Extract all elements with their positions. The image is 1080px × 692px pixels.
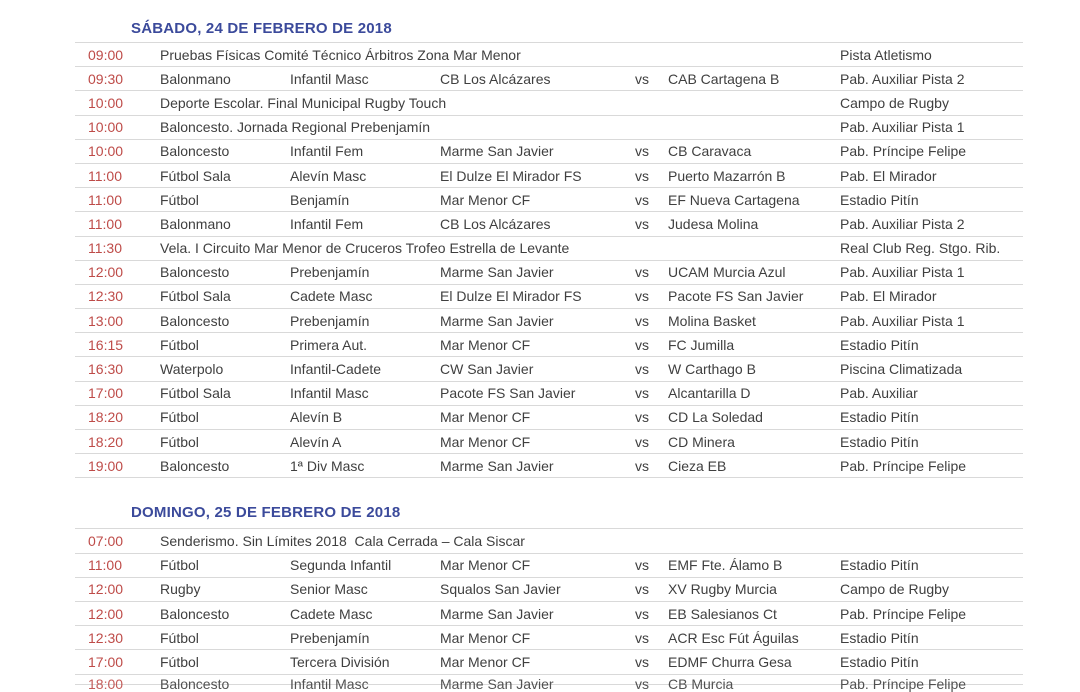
away-team: ACR Esc Fút Águilas xyxy=(668,629,799,646)
vs-label: vs xyxy=(635,385,649,402)
event-time: 12:30 xyxy=(88,288,124,305)
category-name: Primera Aut. xyxy=(290,336,368,353)
category-name: Prebenjamín xyxy=(290,629,370,646)
category-name: Alevín Masc xyxy=(290,167,367,184)
sport-name: Fútbol xyxy=(160,653,199,670)
vs-label: vs xyxy=(635,653,649,670)
match-row xyxy=(75,308,1023,332)
event-venue: Estadio Pitín xyxy=(840,653,919,670)
sport-name: Fútbol Sala xyxy=(160,167,231,184)
schedule-section xyxy=(75,14,1023,478)
section-date-header: SÁBADO, 24 DE FEBRERO DE 2018 xyxy=(131,19,392,37)
event-time: 18:20 xyxy=(88,433,124,450)
home-team: Squalos San Javier xyxy=(440,581,561,598)
home-team: El Dulze El Mirador FS xyxy=(440,167,582,184)
away-team: UCAM Murcia Azul xyxy=(668,264,786,281)
schedule-document xyxy=(75,14,1023,692)
event-time: 17:00 xyxy=(88,653,124,670)
vs-label: vs xyxy=(635,457,649,474)
event-row xyxy=(75,90,1023,114)
match-row xyxy=(75,381,1023,405)
event-time: 12:00 xyxy=(88,581,124,598)
vs-label: vs xyxy=(635,361,649,378)
category-name: Benjamín xyxy=(290,191,350,208)
event-description: Pruebas Físicas Comité Técnico Árbitros Zona Mar Menor xyxy=(160,46,521,63)
sport-name: Baloncesto xyxy=(160,675,230,692)
vs-label: vs xyxy=(635,433,649,450)
event-venue: Pab. Príncipe Felipe xyxy=(840,675,967,692)
event-venue: Pab. Príncipe Felipe xyxy=(840,457,967,474)
event-row xyxy=(75,42,1023,66)
event-row xyxy=(75,528,1023,552)
match-row xyxy=(75,649,1023,673)
event-time: 12:00 xyxy=(88,605,124,622)
sport-name: Fútbol xyxy=(160,191,199,208)
event-time: 16:30 xyxy=(88,361,124,378)
category-name: Infantil Fem xyxy=(290,215,364,232)
home-team: Mar Menor CF xyxy=(440,433,531,450)
home-team: Mar Menor CF xyxy=(440,336,531,353)
section-rows xyxy=(75,528,1023,692)
event-time: 10:00 xyxy=(88,94,124,111)
event-venue: Pab. Auxiliar Pista 2 xyxy=(840,215,965,232)
away-team: EF Nueva Cartagena xyxy=(668,191,800,208)
category-name: Alevín B xyxy=(290,409,343,426)
event-venue: Estadio Pitín xyxy=(840,629,919,646)
event-time: 17:00 xyxy=(88,385,124,402)
category-name: Tercera División xyxy=(290,653,390,670)
event-venue: Estadio Pitín xyxy=(840,336,919,353)
sport-name: Fútbol Sala xyxy=(160,288,231,305)
sport-name: Rugby xyxy=(160,581,201,598)
event-venue: Pab. Auxiliar Pista 1 xyxy=(840,119,965,136)
away-team: CAB Cartagena B xyxy=(668,70,780,87)
home-team: Marme San Javier xyxy=(440,675,554,692)
event-venue: Pab. El Mirador xyxy=(840,288,937,305)
category-name: Prebenjamín xyxy=(290,312,370,329)
section-rows xyxy=(75,42,1023,478)
home-team: Mar Menor CF xyxy=(440,629,531,646)
vs-label: vs xyxy=(635,629,649,646)
sport-name: Baloncesto xyxy=(160,605,230,622)
vs-label: vs xyxy=(635,215,649,232)
away-team: EMF Fte. Álamo B xyxy=(668,557,783,574)
event-time: 16:15 xyxy=(88,336,124,353)
sport-name: Fútbol xyxy=(160,409,199,426)
home-team: Marme San Javier xyxy=(440,605,554,622)
home-team: Mar Menor CF xyxy=(440,557,531,574)
away-team: Puerto Mazarrón B xyxy=(668,167,786,184)
sport-name: Baloncesto xyxy=(160,457,230,474)
match-row xyxy=(75,260,1023,284)
away-team: Judesa Molina xyxy=(668,215,759,232)
away-team: CB Murcia xyxy=(668,675,734,692)
event-venue: Pab. Príncipe Felipe xyxy=(840,143,967,160)
vs-label: vs xyxy=(635,409,649,426)
match-row xyxy=(75,429,1023,453)
sport-name: Balonmano xyxy=(160,215,231,232)
away-team: Alcantarilla D xyxy=(668,385,751,402)
event-time: 11:00 xyxy=(88,215,122,232)
match-row xyxy=(75,211,1023,235)
away-team: XV Rugby Murcia xyxy=(668,581,777,598)
home-team: Mar Menor CF xyxy=(440,409,531,426)
away-team: Molina Basket xyxy=(668,312,756,329)
sport-name: Baloncesto xyxy=(160,312,230,329)
vs-label: vs xyxy=(635,557,649,574)
event-time: 09:00 xyxy=(88,46,124,63)
event-venue: Estadio Pitín xyxy=(840,191,919,208)
match-row xyxy=(75,187,1023,211)
vs-label: vs xyxy=(635,167,649,184)
home-team: Mar Menor CF xyxy=(440,191,531,208)
match-row xyxy=(75,284,1023,308)
event-venue: Pab. El Mirador xyxy=(840,167,937,184)
event-time: 11:00 xyxy=(88,167,122,184)
event-description: Deporte Escolar. Final Municipal Rugby Touch xyxy=(160,94,447,111)
match-row xyxy=(75,356,1023,380)
vs-label: vs xyxy=(635,312,649,329)
event-venue: Campo de Rugby xyxy=(840,581,949,598)
match-row xyxy=(75,163,1023,187)
event-venue: Real Club Reg. Stgo. Rib. xyxy=(840,240,1001,257)
event-description: Vela. I Circuito Mar Menor de Cruceros Trofeo Estrella de Levante xyxy=(160,240,570,257)
match-row-partial xyxy=(75,674,1023,692)
event-venue: Pab. Auxiliar Pista 1 xyxy=(840,264,965,281)
event-time: 11:30 xyxy=(88,240,122,257)
vs-label: vs xyxy=(635,288,649,305)
vs-label: vs xyxy=(635,191,649,208)
event-venue: Campo de Rugby xyxy=(840,94,949,111)
event-time: 10:00 xyxy=(88,119,124,136)
home-team: CB Los Alcázares xyxy=(440,70,551,87)
event-description: Senderismo. Sin Límites 2018 Cala Cerrada – Cala Siscar xyxy=(160,532,525,549)
match-row xyxy=(75,405,1023,429)
event-time: 10:00 xyxy=(88,143,124,160)
sport-name: Waterpolo xyxy=(160,361,224,378)
event-venue: Pab. Auxiliar xyxy=(840,385,918,402)
sport-name: Fútbol xyxy=(160,629,199,646)
event-description: Baloncesto. Jornada Regional Prebenjamín xyxy=(160,119,431,136)
category-name: Senior Masc xyxy=(290,581,368,598)
event-time: 19:00 xyxy=(88,457,124,474)
event-venue: Pab. Príncipe Felipe xyxy=(840,605,967,622)
home-team: Pacote FS San Javier xyxy=(440,385,576,402)
vs-label: vs xyxy=(635,264,649,281)
event-time: 09:30 xyxy=(88,70,124,87)
section-date-header: DOMINGO, 25 DE FEBRERO DE 2018 xyxy=(131,503,401,521)
category-name: Prebenjamín xyxy=(290,264,370,281)
category-name: Infantil Masc xyxy=(290,675,369,692)
category-name: Segunda Infantil xyxy=(290,557,392,574)
event-row xyxy=(75,115,1023,139)
event-row xyxy=(75,236,1023,260)
event-venue: Pista Atletismo xyxy=(840,46,932,63)
sport-name: Baloncesto xyxy=(160,264,230,281)
match-row xyxy=(75,332,1023,356)
home-team: Marme San Javier xyxy=(440,264,554,281)
vs-label: vs xyxy=(635,581,649,598)
sport-name: Fútbol xyxy=(160,433,199,450)
away-team: CD Minera xyxy=(668,433,735,450)
event-venue: Pab. Auxiliar Pista 1 xyxy=(840,312,965,329)
vs-label: vs xyxy=(635,605,649,622)
home-team: CW San Javier xyxy=(440,361,534,378)
home-team: Marme San Javier xyxy=(440,143,554,160)
sport-name: Fútbol xyxy=(160,557,199,574)
event-time: 12:30 xyxy=(88,629,124,646)
event-venue: Piscina Climatizada xyxy=(840,361,963,378)
category-name: Infantil Masc xyxy=(290,385,369,402)
home-team: CB Los Alcázares xyxy=(440,215,551,232)
vs-label: vs xyxy=(635,336,649,353)
away-team: W Carthago B xyxy=(668,361,756,378)
away-team: EB Salesianos Ct xyxy=(668,605,777,622)
vs-label: vs xyxy=(635,143,649,160)
home-team: Marme San Javier xyxy=(440,312,554,329)
event-venue: Estadio Pitín xyxy=(840,557,919,574)
event-time: 18:00 xyxy=(88,675,124,692)
category-name: Infantil Fem xyxy=(290,143,364,160)
category-name: 1ª Div Masc xyxy=(290,457,365,474)
sport-name: Fútbol xyxy=(160,336,199,353)
away-team: Cieza EB xyxy=(668,457,727,474)
event-time: 12:00 xyxy=(88,264,124,281)
match-row xyxy=(75,139,1023,163)
match-row xyxy=(75,553,1023,577)
category-name: Infantil-Cadete xyxy=(290,361,382,378)
match-row xyxy=(75,601,1023,625)
event-time: 07:00 xyxy=(88,532,124,549)
home-team: Marme San Javier xyxy=(440,457,554,474)
event-time: 11:00 xyxy=(88,557,122,574)
home-team: Mar Menor CF xyxy=(440,653,531,670)
vs-label: vs xyxy=(635,675,649,692)
away-team: Pacote FS San Javier xyxy=(668,288,804,305)
event-time: 11:00 xyxy=(88,191,122,208)
schedule-section xyxy=(75,496,1023,692)
away-team: FC Jumilla xyxy=(668,336,735,353)
category-name: Cadete Masc xyxy=(290,605,373,622)
sport-name: Baloncesto xyxy=(160,143,230,160)
away-team: EDMF Churra Gesa xyxy=(668,653,792,670)
match-row xyxy=(75,453,1023,477)
event-venue: Estadio Pitín xyxy=(840,433,919,450)
event-time: 18:20 xyxy=(88,409,124,426)
event-venue: Estadio Pitín xyxy=(840,409,919,426)
home-team: El Dulze El Mirador FS xyxy=(440,288,582,305)
away-team: CB Caravaca xyxy=(668,143,752,160)
sport-name: Balonmano xyxy=(160,70,231,87)
category-name: Infantil Masc xyxy=(290,70,369,87)
event-time: 13:00 xyxy=(88,312,124,329)
vs-label: vs xyxy=(635,70,649,87)
sport-name: Fútbol Sala xyxy=(160,385,231,402)
category-name: Cadete Masc xyxy=(290,288,373,305)
event-venue: Pab. Auxiliar Pista 2 xyxy=(840,70,965,87)
match-row xyxy=(75,66,1023,90)
match-row xyxy=(75,625,1023,649)
match-row xyxy=(75,577,1023,601)
category-name: Alevín A xyxy=(290,433,342,450)
away-team: CD La Soledad xyxy=(668,409,763,426)
